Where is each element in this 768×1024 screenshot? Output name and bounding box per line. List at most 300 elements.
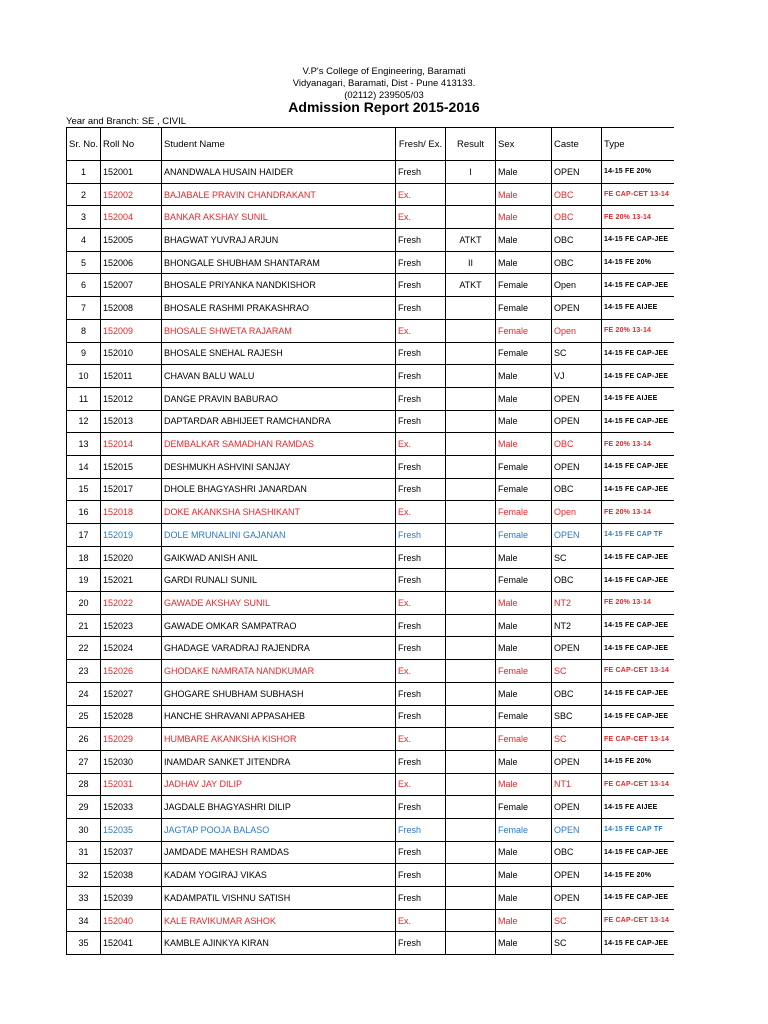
cell-caste: OBC [552, 183, 602, 206]
table-row [67, 841, 675, 864]
cell-sr: 15 [67, 478, 101, 501]
cell-sex: Male [496, 206, 552, 229]
table-row [67, 183, 675, 206]
table-row [67, 387, 675, 410]
table-row [67, 319, 675, 342]
cell-sr: 12 [67, 410, 101, 433]
cell-sr: 23 [67, 660, 101, 683]
cell-sr: 3 [67, 206, 101, 229]
cell-fresh-ex: Fresh [396, 161, 446, 184]
cell-caste: OPEN [552, 410, 602, 433]
table-row [67, 660, 675, 683]
cell-type: 14-15 FE CAP-JEE [602, 478, 675, 501]
cell-type: 14-15 FE 20% [602, 161, 675, 184]
cell-sex: Male [496, 909, 552, 932]
cell-name: GAWADE AKSHAY SUNIL [162, 592, 396, 615]
cell-sex: Female [496, 524, 552, 547]
table-row [67, 206, 675, 229]
cell-type: 14-15 FE CAP-JEE [602, 455, 675, 478]
cell-caste: SC [552, 932, 602, 955]
cell-roll: 152010 [101, 342, 162, 365]
cell-name: DESHMUKH ASHVINI SANJAY [162, 455, 396, 478]
cell-name: KADAM YOGIRAJ VIKAS [162, 864, 396, 887]
cell-sr: 26 [67, 728, 101, 751]
cell-caste: OPEN [552, 455, 602, 478]
cell-fresh-ex: Ex. [396, 728, 446, 751]
table-body [67, 161, 675, 955]
cell-caste: OPEN [552, 524, 602, 547]
cell-roll: 152017 [101, 478, 162, 501]
cell-result [446, 206, 496, 229]
cell-name: DANGE PRAVIN BABURAO [162, 387, 396, 410]
table-row [67, 637, 675, 660]
cell-result [446, 592, 496, 615]
college-name: V.P's College of Engineering, Baramati [302, 66, 466, 77]
cell-sex: Male [496, 433, 552, 456]
cell-result [446, 773, 496, 796]
cell-caste: SC [552, 342, 602, 365]
table-row [67, 251, 675, 274]
cell-name: HUMBARE AKANKSHA KISHOR [162, 728, 396, 751]
cell-sr: 16 [67, 501, 101, 524]
cell-result [446, 365, 496, 388]
table-row [67, 297, 675, 320]
cell-fresh-ex: Fresh [396, 546, 446, 569]
cell-sex: Male [496, 682, 552, 705]
cell-name: DOKE AKANKSHA SHASHIKANT [162, 501, 396, 524]
cell-sex: Male [496, 637, 552, 660]
cell-type: FE 20% 13-14 [602, 592, 675, 615]
cell-result [446, 909, 496, 932]
cell-name: GARDI RUNALI SUNIL [162, 569, 396, 592]
cell-sex: Female [496, 274, 552, 297]
table-row [67, 433, 675, 456]
cell-result [446, 319, 496, 342]
cell-caste: NT2 [552, 592, 602, 615]
cell-sr: 18 [67, 546, 101, 569]
cell-name: KAMBLE AJINKYA KIRAN [162, 932, 396, 955]
table-row [67, 524, 675, 547]
cell-sr: 29 [67, 796, 101, 819]
table-row [67, 887, 675, 910]
cell-sr: 31 [67, 841, 101, 864]
cell-roll: 152002 [101, 183, 162, 206]
cell-name: BHAGWAT YUVRAJ ARJUN [162, 229, 396, 252]
cell-roll: 152040 [101, 909, 162, 932]
cell-type: FE CAP-CET 13-14 [602, 773, 675, 796]
cell-roll: 152029 [101, 728, 162, 751]
cell-result [446, 501, 496, 524]
cell-fresh-ex: Fresh [396, 932, 446, 955]
cell-type: 14-15 FE 20% [602, 864, 675, 887]
cell-name: BHONGALE SHUBHAM SHANTARAM [162, 251, 396, 274]
report-title: Admission Report 2015-2016 [288, 99, 480, 115]
table-row [67, 796, 675, 819]
cell-sr: 32 [67, 864, 101, 887]
cell-type: 14-15 FE CAP-JEE [602, 682, 675, 705]
cell-name: GHOGARE SHUBHAM SUBHASH [162, 682, 396, 705]
cell-result [446, 569, 496, 592]
cell-type: 14-15 FE CAP-JEE [602, 342, 675, 365]
cell-result [446, 728, 496, 751]
cell-fresh-ex: Fresh [396, 297, 446, 320]
cell-name: JAGDALE BHAGYASHRI DILIP [162, 796, 396, 819]
cell-fresh-ex: Fresh [396, 818, 446, 841]
cell-name: BHOSALE RASHMI PRAKASHRAO [162, 297, 396, 320]
cell-sr: 8 [67, 319, 101, 342]
cell-fresh-ex: Ex. [396, 773, 446, 796]
cell-result [446, 932, 496, 955]
cell-sr: 5 [67, 251, 101, 274]
table-row [67, 546, 675, 569]
cell-caste: OBC [552, 433, 602, 456]
cell-name: JAMDADE MAHESH RAMDAS [162, 841, 396, 864]
cell-sr: 2 [67, 183, 101, 206]
cell-sex: Male [496, 841, 552, 864]
cell-type: 14-15 FE CAP-JEE [602, 365, 675, 388]
cell-caste: OBC [552, 478, 602, 501]
table-row [67, 365, 675, 388]
cell-sex: Female [496, 319, 552, 342]
cell-sr: 25 [67, 705, 101, 728]
cell-caste: SBC [552, 705, 602, 728]
cell-name: BHOSALE SHWETA RAJARAM [162, 319, 396, 342]
cell-caste: Open [552, 319, 602, 342]
cell-sex: Male [496, 387, 552, 410]
cell-sex: Female [496, 705, 552, 728]
cell-result [446, 750, 496, 773]
cell-fresh-ex: Fresh [396, 864, 446, 887]
cell-type: 14-15 FE CAP TF [602, 818, 675, 841]
table-row [67, 342, 675, 365]
cell-roll: 152015 [101, 455, 162, 478]
cell-fresh-ex: Fresh [396, 524, 446, 547]
cell-fresh-ex: Fresh [396, 682, 446, 705]
cell-type: 14-15 FE CAP-JEE [602, 887, 675, 910]
cell-roll: 152014 [101, 433, 162, 456]
cell-caste: OBC [552, 682, 602, 705]
cell-type: 14-15 FE CAP-JEE [602, 637, 675, 660]
cell-sr: 1 [67, 161, 101, 184]
cell-sr: 19 [67, 569, 101, 592]
college-phone: (02112) 239505/03 [344, 90, 424, 101]
cell-roll: 152008 [101, 297, 162, 320]
cell-caste: NT1 [552, 773, 602, 796]
cell-sex: Male [496, 365, 552, 388]
cell-fresh-ex: Fresh [396, 796, 446, 819]
cell-type: 14-15 FE AIJEE [602, 387, 675, 410]
cell-sr: 4 [67, 229, 101, 252]
cell-fresh-ex: Fresh [396, 229, 446, 252]
cell-sex: Male [496, 864, 552, 887]
cell-name: DEMBALKAR SAMADHAN RAMDAS [162, 433, 396, 456]
table-row [67, 410, 675, 433]
cell-sex: Male [496, 614, 552, 637]
table-header-row [67, 128, 675, 161]
cell-sr: 27 [67, 750, 101, 773]
cell-name: BANKAR AKSHAY SUNIL [162, 206, 396, 229]
cell-type: 14-15 FE CAP TF [602, 524, 675, 547]
cell-name: DOLE MRUNALINI GAJANAN [162, 524, 396, 547]
table-row [67, 161, 675, 184]
cell-caste: OBC [552, 229, 602, 252]
cell-sex: Male [496, 773, 552, 796]
cell-fresh-ex: Fresh [396, 887, 446, 910]
cell-result: II [446, 251, 496, 274]
cell-result [446, 546, 496, 569]
cell-name: DHOLE BHAGYASHRI JANARDAN [162, 478, 396, 501]
cell-caste: OPEN [552, 387, 602, 410]
cell-type: FE CAP-CET 13-14 [602, 728, 675, 751]
cell-sr: 20 [67, 592, 101, 615]
cell-type: 14-15 FE CAP-JEE [602, 410, 675, 433]
cell-name: DAPTARDAR ABHIJEET RAMCHANDRA [162, 410, 396, 433]
cell-roll: 152009 [101, 319, 162, 342]
cell-caste: OPEN [552, 637, 602, 660]
table-row [67, 909, 675, 932]
cell-sex: Male [496, 183, 552, 206]
col-header-sr: Sr. No. [67, 128, 101, 161]
cell-roll: 152028 [101, 705, 162, 728]
cell-type: 14-15 FE CAP-JEE [602, 569, 675, 592]
cell-sr: 35 [67, 932, 101, 955]
cell-fresh-ex: Ex. [396, 206, 446, 229]
cell-result [446, 637, 496, 660]
cell-result [446, 433, 496, 456]
table-row [67, 864, 675, 887]
cell-type: 14-15 FE CAP-JEE [602, 614, 675, 637]
cell-caste: OBC [552, 841, 602, 864]
col-header-fresh-ex: Fresh/ Ex. [396, 128, 446, 161]
table-row [67, 229, 675, 252]
cell-roll: 152041 [101, 932, 162, 955]
cell-fresh-ex: Fresh [396, 750, 446, 773]
cell-fresh-ex: Fresh [396, 387, 446, 410]
cell-sex: Female [496, 455, 552, 478]
cell-name: JADHAV JAY DILIP [162, 773, 396, 796]
cell-sex: Male [496, 229, 552, 252]
cell-sex: Male [496, 750, 552, 773]
col-header-result: Result [446, 128, 496, 161]
cell-sr: 33 [67, 887, 101, 910]
cell-sr: 34 [67, 909, 101, 932]
cell-caste: SC [552, 660, 602, 683]
cell-roll: 152026 [101, 660, 162, 683]
cell-roll: 152027 [101, 682, 162, 705]
cell-roll: 152020 [101, 546, 162, 569]
cell-sr: 22 [67, 637, 101, 660]
cell-name: KALE RAVIKUMAR ASHOK [162, 909, 396, 932]
cell-fresh-ex: Ex. [396, 319, 446, 342]
cell-roll: 152001 [101, 161, 162, 184]
cell-fresh-ex: Fresh [396, 614, 446, 637]
cell-type: 14-15 FE CAP-JEE [602, 932, 675, 955]
cell-name: GHODAKE NAMRATA NANDKUMAR [162, 660, 396, 683]
cell-fresh-ex: Fresh [396, 841, 446, 864]
cell-fresh-ex: Ex. [396, 501, 446, 524]
cell-roll: 152006 [101, 251, 162, 274]
cell-type: 14-15 FE AIJEE [602, 796, 675, 819]
cell-caste: OBC [552, 251, 602, 274]
cell-caste: OPEN [552, 297, 602, 320]
cell-result: I [446, 161, 496, 184]
cell-type: FE CAP-CET 13-14 [602, 909, 675, 932]
cell-sr: 17 [67, 524, 101, 547]
cell-fresh-ex: Fresh [396, 342, 446, 365]
cell-caste: OBC [552, 569, 602, 592]
cell-name: KADAMPATIL VISHNU SATISH [162, 887, 396, 910]
cell-sr: 28 [67, 773, 101, 796]
cell-sex: Male [496, 546, 552, 569]
cell-roll: 152033 [101, 796, 162, 819]
cell-caste: OBC [552, 206, 602, 229]
cell-fresh-ex: Ex. [396, 592, 446, 615]
cell-roll: 152039 [101, 887, 162, 910]
cell-sex: Female [496, 818, 552, 841]
cell-result [446, 342, 496, 365]
cell-caste: OPEN [552, 750, 602, 773]
cell-fresh-ex: Fresh [396, 274, 446, 297]
cell-name: CHAVAN BALU WALU [162, 365, 396, 388]
cell-type: 14-15 FE CAP-JEE [602, 274, 675, 297]
cell-name: JAGTAP POOJA BALASO [162, 818, 396, 841]
cell-result [446, 818, 496, 841]
cell-type: FE CAP-CET 13-14 [602, 183, 675, 206]
cell-caste: NT2 [552, 614, 602, 637]
cell-sr: 7 [67, 297, 101, 320]
cell-roll: 152012 [101, 387, 162, 410]
cell-name: GAWADE OMKAR SAMPATRAO [162, 614, 396, 637]
cell-roll: 152023 [101, 614, 162, 637]
cell-result [446, 183, 496, 206]
college-address: Vidyanagari, Baramati, Dist - Pune 413133. [292, 78, 476, 89]
cell-fresh-ex: Fresh [396, 705, 446, 728]
cell-name: GHADAGE VARADRAJ RAJENDRA [162, 637, 396, 660]
cell-fresh-ex: Ex. [396, 433, 446, 456]
cell-caste: SC [552, 546, 602, 569]
cell-sr: 30 [67, 818, 101, 841]
cell-roll: 152038 [101, 864, 162, 887]
cell-result [446, 524, 496, 547]
cell-caste: OPEN [552, 818, 602, 841]
cell-sex: Male [496, 887, 552, 910]
cell-type: 14-15 FE 20% [602, 251, 675, 274]
cell-fresh-ex: Fresh [396, 569, 446, 592]
table-row [67, 750, 675, 773]
cell-sr: 11 [67, 387, 101, 410]
cell-type: 14-15 FE CAP-JEE [602, 229, 675, 252]
cell-roll: 152024 [101, 637, 162, 660]
cell-type: 14-15 FE AIJEE [602, 297, 675, 320]
cell-result [446, 387, 496, 410]
cell-sex: Female [496, 342, 552, 365]
table-row [67, 728, 675, 751]
cell-caste: SC [552, 728, 602, 751]
cell-name: INAMDAR SANKET JITENDRA [162, 750, 396, 773]
cell-fresh-ex: Fresh [396, 637, 446, 660]
cell-roll: 152013 [101, 410, 162, 433]
cell-type: 14-15 FE CAP-JEE [602, 841, 675, 864]
cell-roll: 152031 [101, 773, 162, 796]
table-row [67, 501, 675, 524]
cell-roll: 152007 [101, 274, 162, 297]
table-row [67, 818, 675, 841]
cell-roll: 152030 [101, 750, 162, 773]
col-header-sex: Sex [496, 128, 552, 161]
cell-sr: 10 [67, 365, 101, 388]
cell-roll: 152019 [101, 524, 162, 547]
cell-type: 14-15 FE 20% [602, 750, 675, 773]
cell-result [446, 864, 496, 887]
cell-result [446, 796, 496, 819]
table-row [67, 682, 675, 705]
year-branch-label: Year and Branch: SE , CIVIL [66, 116, 187, 127]
cell-result [446, 887, 496, 910]
cell-sex: Female [496, 501, 552, 524]
cell-sex: Female [496, 297, 552, 320]
col-header-name: Student Name [162, 128, 396, 161]
table-row [67, 614, 675, 637]
cell-name: HANCHE SHRAVANI APPASAHEB [162, 705, 396, 728]
cell-caste: SC [552, 909, 602, 932]
cell-fresh-ex: Fresh [396, 455, 446, 478]
cell-roll: 152037 [101, 841, 162, 864]
cell-type: FE 20% 13-14 [602, 319, 675, 342]
cell-fresh-ex: Fresh [396, 478, 446, 501]
cell-sex: Female [496, 478, 552, 501]
cell-caste: Open [552, 274, 602, 297]
cell-name: BHOSALE PRIYANKA NANDKISHOR [162, 274, 396, 297]
cell-result: ATKT [446, 274, 496, 297]
cell-result [446, 705, 496, 728]
cell-caste: VJ [552, 365, 602, 388]
cell-roll: 152011 [101, 365, 162, 388]
cell-name: BHOSALE SNEHAL RAJESH [162, 342, 396, 365]
cell-caste: OPEN [552, 887, 602, 910]
cell-result [446, 478, 496, 501]
cell-sex: Male [496, 161, 552, 184]
cell-sex: Male [496, 410, 552, 433]
cell-sr: 24 [67, 682, 101, 705]
admission-table [66, 127, 674, 955]
cell-type: FE 20% 13-14 [602, 206, 675, 229]
cell-sr: 21 [67, 614, 101, 637]
cell-sr: 14 [67, 455, 101, 478]
cell-name: GAIKWAD ANISH ANIL [162, 546, 396, 569]
cell-sr: 13 [67, 433, 101, 456]
cell-result [446, 614, 496, 637]
cell-result [446, 682, 496, 705]
cell-type: 14-15 FE CAP-JEE [602, 546, 675, 569]
cell-fresh-ex: Fresh [396, 365, 446, 388]
cell-caste: Open [552, 501, 602, 524]
admission-table-wrapper [66, 127, 674, 956]
cell-caste: OPEN [552, 864, 602, 887]
table-row [67, 478, 675, 501]
cell-sex: Male [496, 932, 552, 955]
table-row [67, 274, 675, 297]
cell-roll: 152021 [101, 569, 162, 592]
cell-name: BAJABALE PRAVIN CHANDRAKANT [162, 183, 396, 206]
cell-fresh-ex: Ex. [396, 909, 446, 932]
cell-fresh-ex: Ex. [396, 183, 446, 206]
cell-roll: 152005 [101, 229, 162, 252]
cell-sr: 9 [67, 342, 101, 365]
cell-result [446, 297, 496, 320]
cell-type: 14-15 FE CAP-JEE [602, 705, 675, 728]
cell-sex: Female [496, 569, 552, 592]
cell-roll: 152022 [101, 592, 162, 615]
